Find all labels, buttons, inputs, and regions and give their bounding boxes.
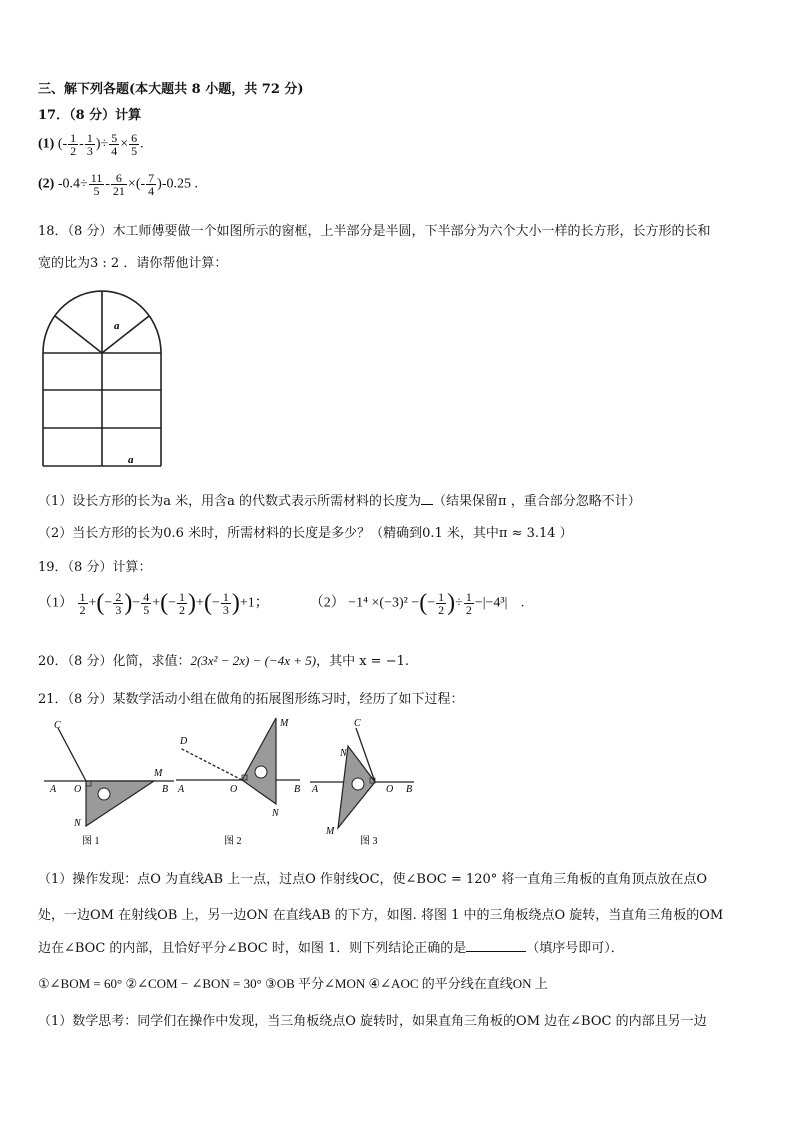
svg-text:B: B: [406, 784, 413, 795]
q17-part1: [38, 132, 144, 157]
window-frame-figure: [36, 283, 166, 473]
svg-text:M: M: [154, 768, 163, 779]
answer-blank[interactable]: [421, 492, 433, 505]
q17-p1-label: (1): [38, 136, 55, 152]
svg-text:M: M: [280, 718, 289, 729]
fraction: $\frac{1}{3}$: [222, 590, 229, 617]
svg-text:O: O: [386, 784, 394, 795]
svg-text:C: C: [354, 718, 361, 729]
fraction: $\frac{1}{2}$: [179, 590, 186, 617]
q17-p2-start: -0.4÷: [57, 176, 88, 192]
q18-sub2: （2）当长方形的长为0.6 米时，所需材料的长度是多少？（精确到0.1 米，其中π ≈ 3.14 ）: [38, 526, 573, 541]
q17-p1-op: -: [79, 136, 84, 152]
q18-sub1: [38, 490, 641, 509]
fraction: $\frac{11}{5}$: [90, 171, 103, 198]
svg-text:B: B: [162, 784, 169, 795]
spoke-right: [102, 316, 149, 353]
q17-p2-times: ×(-: [127, 176, 146, 192]
q21-sub1-line1: （1）操作发现：点O 为直线AB 上一点，过点O 作射线OC，使∠BOC = 120° 将一直角三角板的直角顶点放在点O: [38, 872, 708, 887]
svg-text:B: B: [294, 784, 301, 795]
section-title: 三、解下列各题(本大题共 8 小题，共 72 分): [38, 82, 304, 97]
q17-p2-label: (2): [38, 176, 55, 192]
svg-text:M: M: [326, 826, 335, 837]
figure-2: [176, 714, 306, 851]
q17-p1-open: (-: [57, 136, 68, 152]
q18-sub1-text: （1）设长方形的长为a 米，用含a 的代数式表示所需材料的长度为: [38, 494, 422, 509]
fraction: $\frac{1}{2}$: [79, 590, 86, 617]
q17-p1-times: ×: [120, 136, 129, 152]
svg-text:N: N: [272, 808, 279, 819]
fraction: $\frac{1}{2}$: [465, 590, 472, 617]
svg-text:O: O: [74, 784, 82, 795]
q21-sub1-line3: [38, 937, 624, 956]
fraction: $\frac{1}{3}$: [86, 131, 93, 158]
q20-heading: 20．（8 分）化简，求值：: [38, 654, 191, 669]
svg-text:N: N: [74, 818, 81, 829]
label-a-top: a: [114, 320, 120, 332]
answer-blank[interactable]: [466, 939, 526, 952]
q17-p1-end: .: [140, 136, 144, 152]
label-a-bottom: a: [128, 454, 134, 466]
svg-text:A: A: [50, 784, 57, 795]
svg-text:A: A: [178, 784, 185, 795]
q18-sub1-tail: （结果保留π ，重合部分忽略不计）: [433, 494, 641, 509]
fraction: $\frac{1}{2}$: [70, 131, 77, 158]
q21-sub1-line3-tail: （填序号即可）．: [526, 941, 624, 956]
q19-p2-label: （2）: [309, 595, 345, 611]
q21-options: ①∠BOM = 60° ②∠COM − ∠BON = 30° ③OB 平分∠MON ④∠AOC 的平分线在直线ON 上: [38, 976, 548, 991]
svg-text:N: N: [340, 748, 347, 759]
q17-p2-end: )-0.25 .: [157, 176, 198, 192]
figure-1: [44, 716, 179, 851]
fraction: $\frac{2}{3}$: [115, 590, 122, 617]
fraction: $\frac{6}{21}$: [112, 171, 125, 198]
svg-text:C: C: [54, 720, 61, 731]
q19-heading: 19．（8 分）计算：: [38, 560, 152, 575]
spoke-left: [55, 316, 102, 353]
fraction: $\frac{4}{5}$: [143, 590, 150, 617]
svg-text:A: A: [312, 784, 319, 795]
figure-1-caption: 图 1: [82, 836, 100, 847]
q20-expression: 2(3x² − 2x) − (−4x + 5): [190, 653, 317, 668]
fraction: $\frac{1}{2}$: [438, 590, 445, 617]
q20-tail: ，其中 x = −1.: [316, 654, 409, 669]
figure-2-caption: 图 2: [224, 836, 242, 847]
q17-part2: [38, 172, 198, 197]
q19-parts: （1） $\frac{1}{2}$ +(− $\frac{2}{3}$ )− $\frac{4}{5}$ +(− $\frac{1}{2}$ )+(− $\frac{1}{3}$ )+1； （2） −1⁴ ×(−3)² −(− $\frac{1}{2}$ )÷ $\frac{1}{2}$ −|−4³| .: [38, 590, 525, 617]
q21-heading: 21．（8 分）某数学活动小组在做角的拓展图形练习时，经历了如下过程：: [38, 692, 464, 707]
q21-sub1-line2: 处，一边OM 在射线OB 上，另一边ON 在直线AB 的下方，如图. 将图 1 中的三角板绕点O 旋转，当直角三角板的OM: [38, 908, 724, 923]
q18-heading: 18．（8 分）木工师傅要做一个如图所示的窗框，上半部分是半圆，下半部分为六个大小一样的长方形，长方形的长和: [38, 224, 711, 239]
figure-3: [310, 716, 420, 851]
fraction: $\frac{7}{4}$: [148, 171, 155, 198]
fraction: $\frac{5}{4}$: [111, 131, 118, 158]
q21-sub1-line3-text: 边在∠BOC 的内部，且恰好平分∠BOC 时，如图 1．则下列结论正确的是: [38, 941, 467, 956]
figure-3-caption: 图 3: [360, 836, 378, 847]
svg-text:O: O: [230, 784, 238, 795]
q17-p2-op: -: [105, 176, 110, 192]
q18-heading-2: 宽的比为3 : 2 ．请你帮他计算：: [38, 256, 228, 271]
q20-line: [38, 650, 409, 669]
fraction: $\frac{6}{5}$: [131, 131, 138, 158]
q19-p1-label: （1）: [38, 595, 73, 611]
svg-text:D: D: [180, 736, 188, 747]
q17-heading: 17．（8 分）计算: [38, 108, 142, 123]
q21-sub2-line1: （1）数学思考：同学们在操作中发现，当三角板绕点O 旋转时，如果直角三角板的OM 边在∠BOC 的内部且另一边: [38, 1014, 707, 1029]
q17-p1-close: )÷: [95, 136, 109, 152]
